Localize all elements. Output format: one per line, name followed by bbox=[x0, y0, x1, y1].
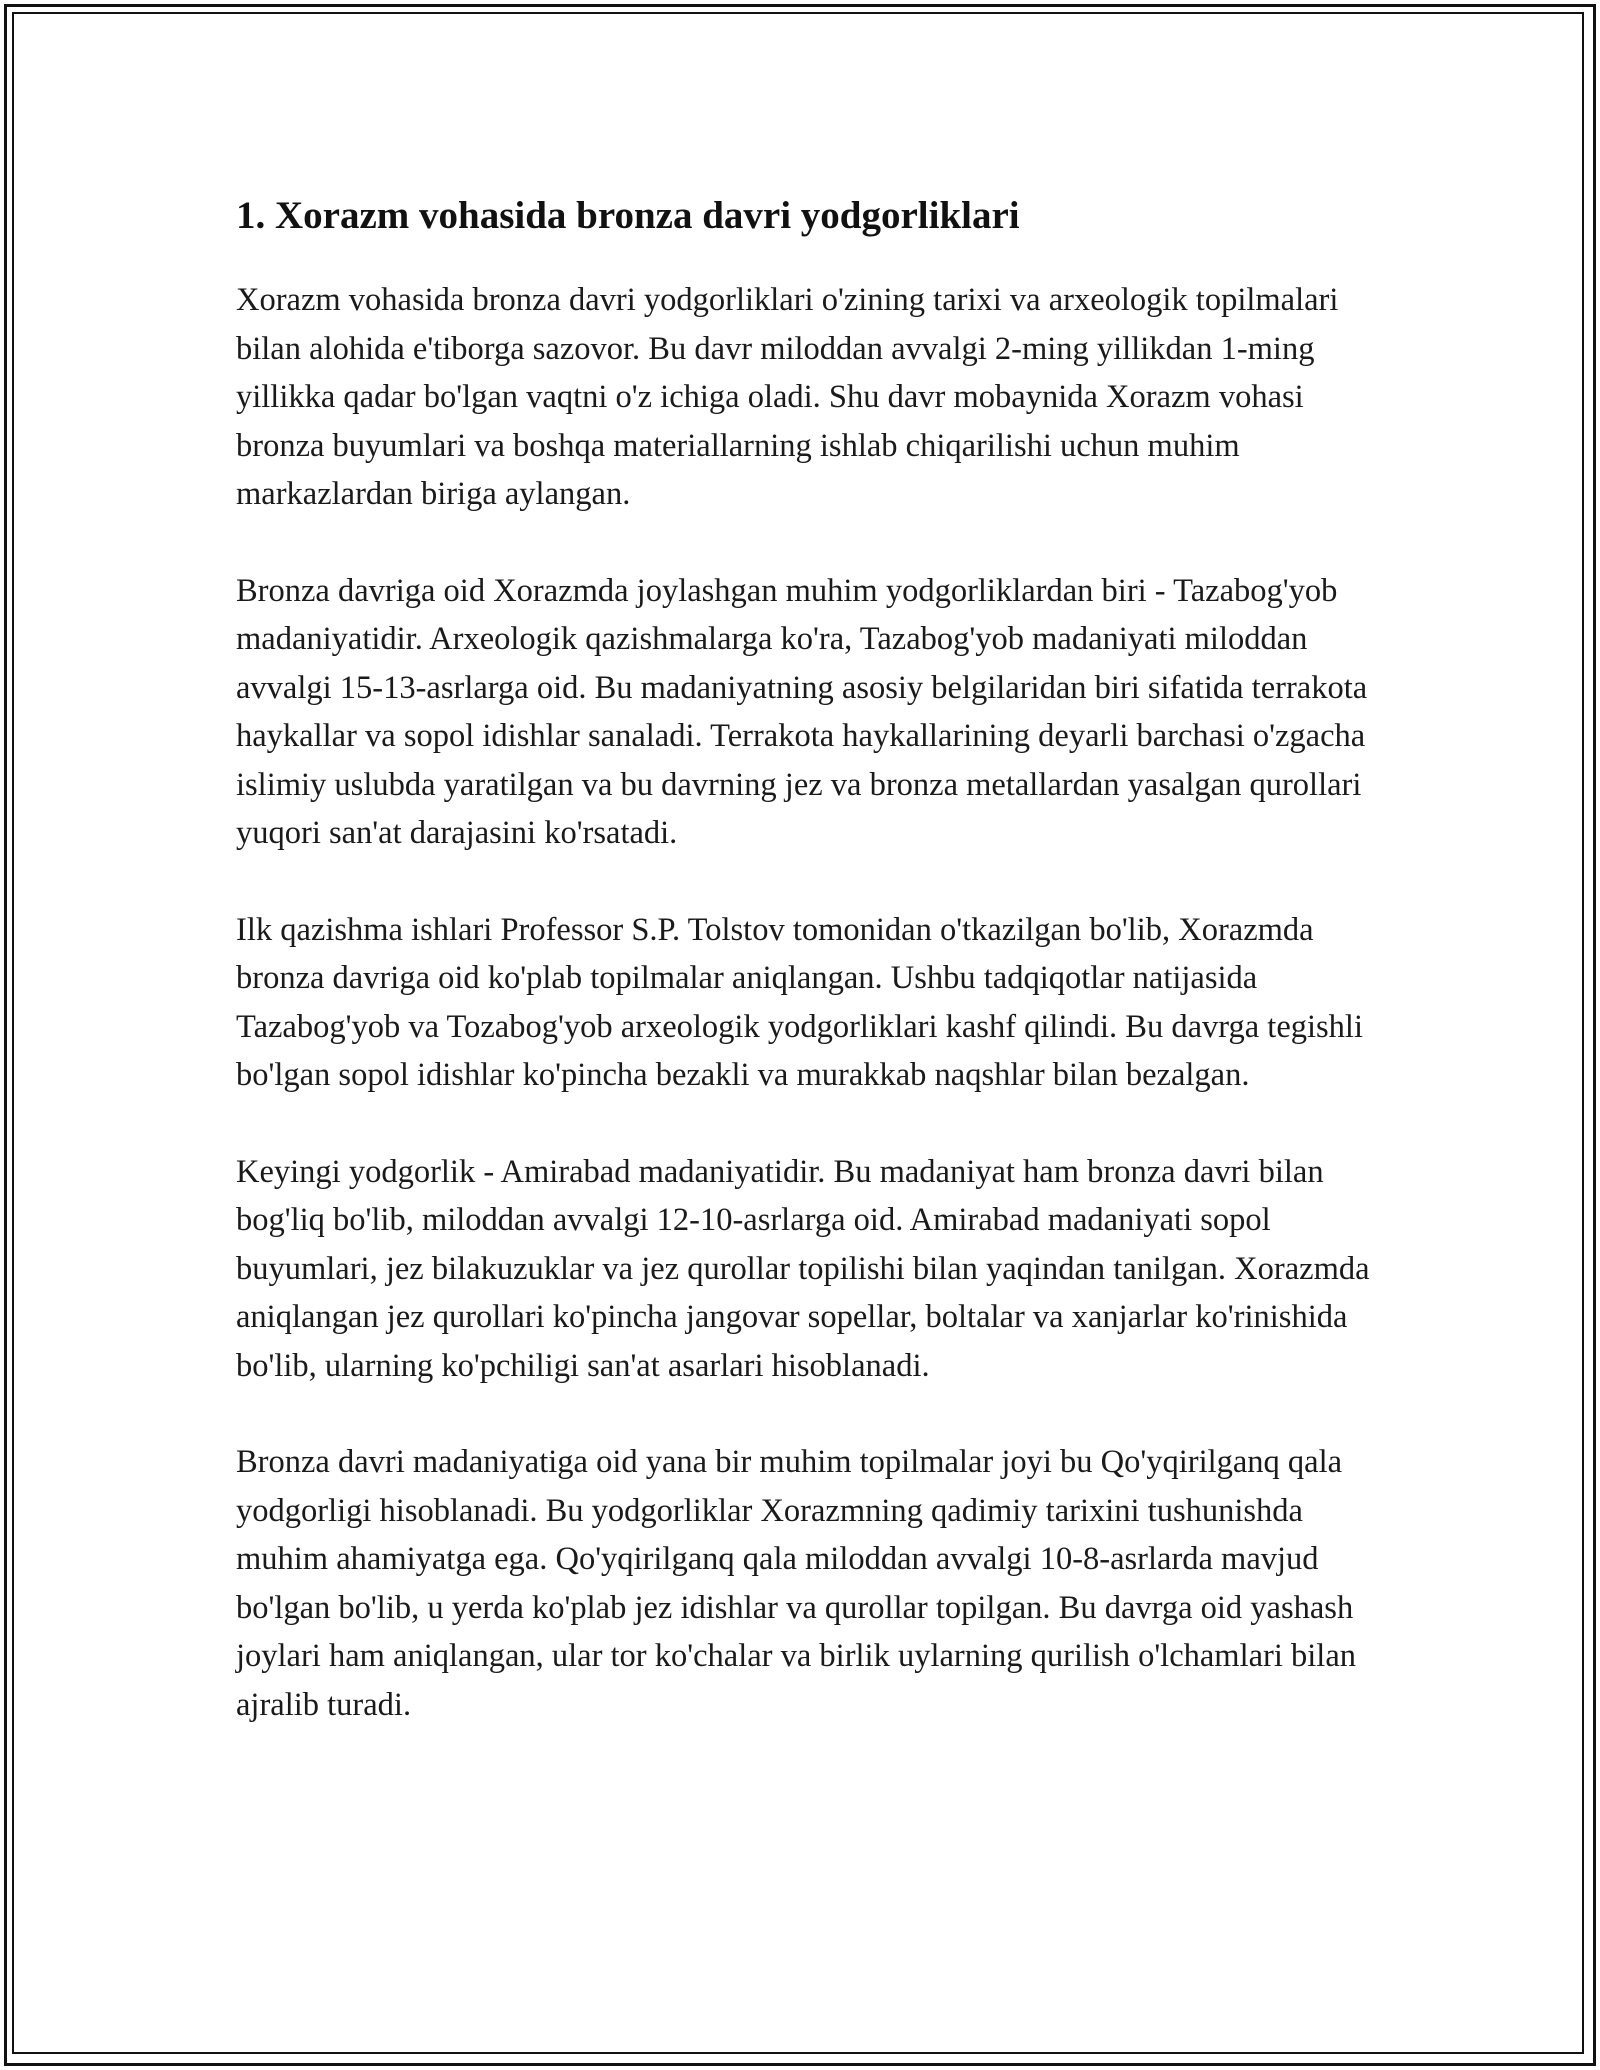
document-body bbox=[236, 188, 1386, 1777]
document-title: 1. Xorazm vohasida bronza davri yodgorliklari bbox=[236, 194, 1020, 237]
paragraph-2: Bronza davriga oid Xorazmda joylashgan muhim yodgorliklardan biri - Tazabog'yob madaniyatidir. Arxeologik qazishmalarga ko'ra, Tazabog'yob madaniyati miloddan avvalgi 15-13-asrlarga oid. Bu madaniyatning asosiy belgilaridan biri sifatida terrakota haykallar va sopol idishlar sanaladi. Terrakota haykallarining deyarli barchasi o'zgacha islimiy uslubda yaratilgan va bu davrning jez va bronza metallardan yasalgan qurollari yuqori san'at darajasini ko'rsatadi. bbox=[236, 572, 1368, 851]
paragraph-4: Keyingi yodgorlik - Amirabad madaniyatidir. Bu madaniyat ham bronza davri bilan bog'liq bo'lib, miloddan avvalgi 12-10-asrlarga oid. Amirabad madaniyati sopol buyumlari, jez bilakuzuklar va jez qurollar topilishi bilan yaqindan tanilgan. Xorazmda aniqlangan jez qurollari ko'pincha jangovar sopellar, boltalar va xanjarlar ko'rinishida bo'lib, ularning ko'pchiligi san'at asarlari hisoblanadi. bbox=[236, 1153, 1370, 1384]
paragraph-3: Ilk qazishma ishlari Professor S.P. Tolstov tomonidan o'tkazilgan bo'lib, Xorazmda bronza davriga oid ko'plab topilmalar aniqlangan. Ushbu tadqiqotlar natijasida Tazabog'yob va Tozabog'yob arxeologik yodgorliklari kashf qilindi. Bu davrga tegishli bo'lgan sopol idishlar ko'pincha bezakli va murakkab naqshlar bilan bezalgan. bbox=[236, 911, 1363, 1093]
paragraph-5: Bronza davri madaniyatiga oid yana bir muhim topilmalar joyi bu Qo'yqirilganq qala yodgorligi hisoblanadi. Bu yodgorliklar Xorazmning qadimiy tarixini tushunishda muhim ahamiyatga ega. Qo'yqirilganq qala miloddan avvalgi 10-8-asrlarda mavjud bo'lgan bo'lib, u yerda ko'plab jez idishlar va qurollar topilgan. Bu davrga oid yashash joylari ham aniqlangan, ular tor ko'chalar va birlik uylarning qurilish o'lchamlari bilan ajralib turadi. bbox=[236, 1444, 1356, 1723]
paragraph-1: Xorazm vohasida bronza davri yodgorliklari o'zining tarixi va arxeologik topilmalari bilan alohida e'tiborga sazovor. Bu davr miloddan avvalgi 2-ming yillikdan 1-ming yillikka qadar bo'lgan vaqtni o'z ichiga oladi. Shu davr mobaynida Xorazm vohasi bronza buyumlari va boshqa materiallarning ishlab chiqarilishi uchun muhim markazlardan biriga aylangan. bbox=[236, 282, 1339, 512]
